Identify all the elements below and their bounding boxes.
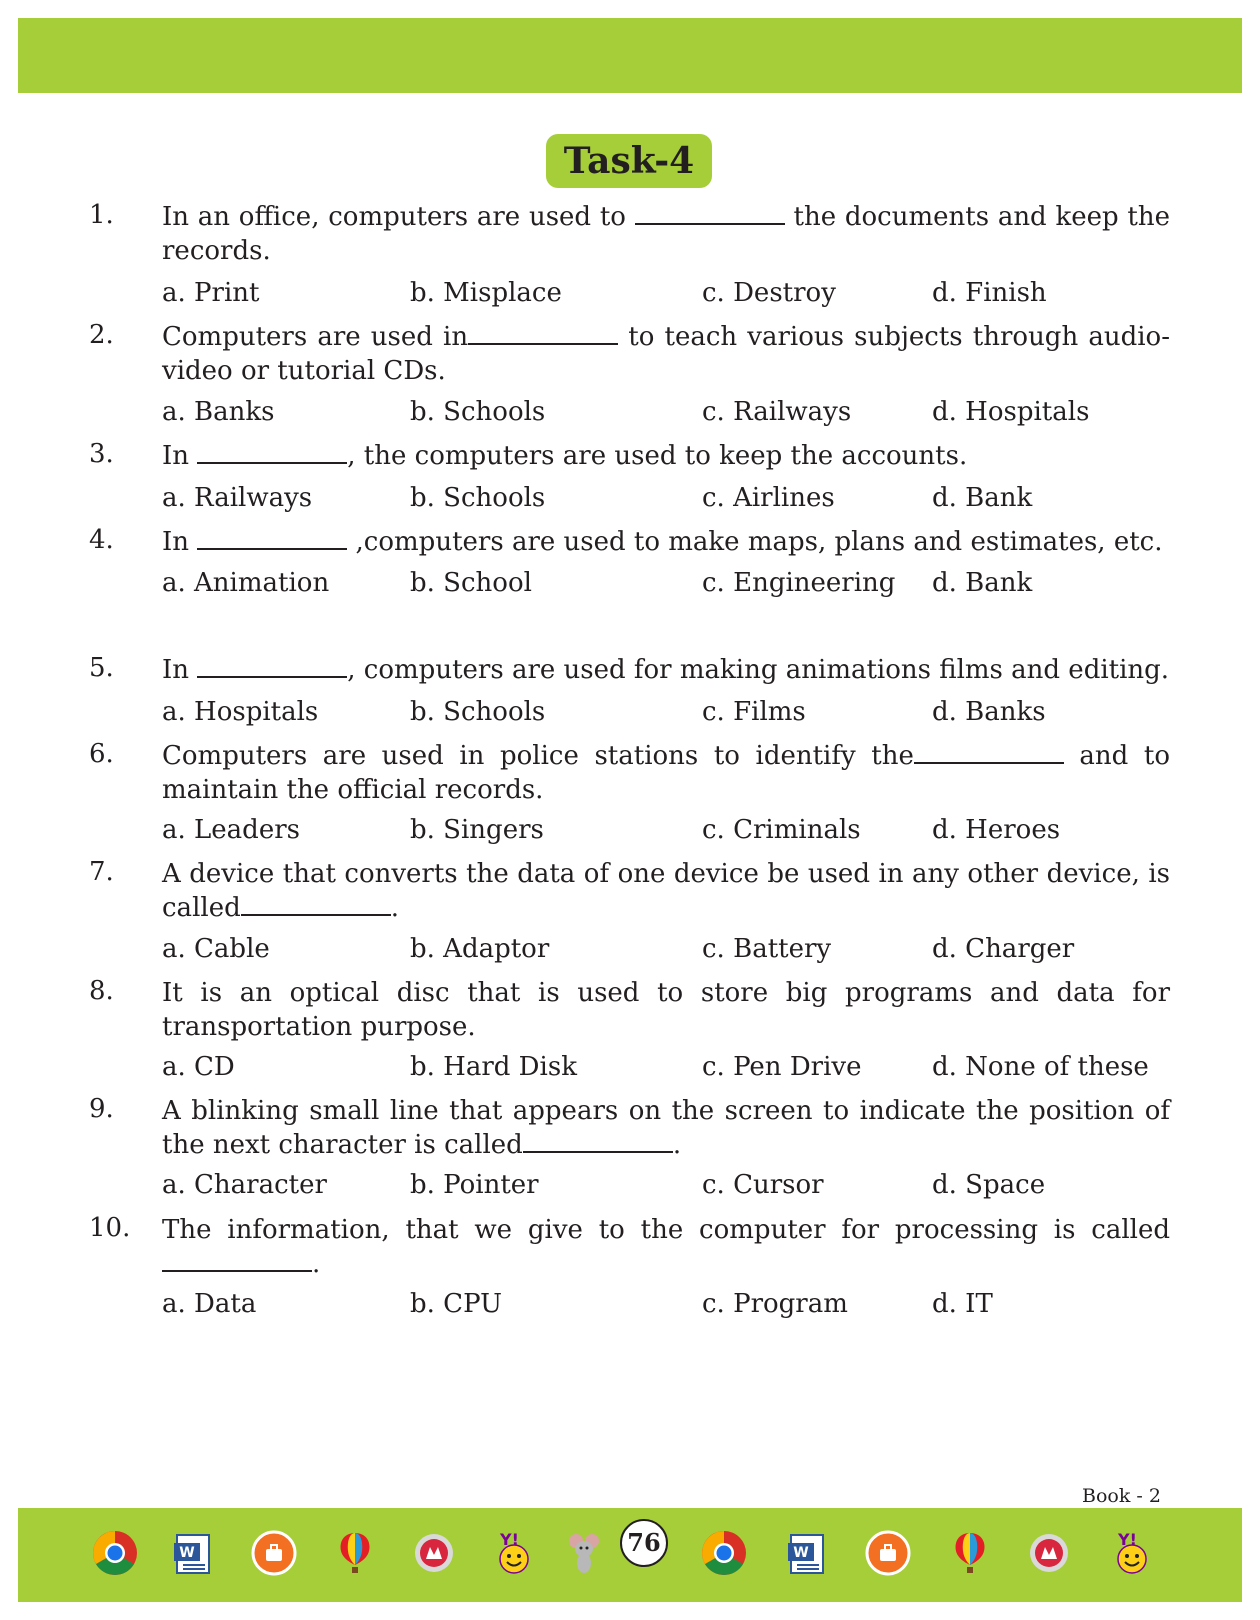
question-number: 2. (89, 320, 114, 350)
option-c: c. Destroy (702, 278, 836, 308)
option-b: b. Schools (410, 483, 546, 513)
mouse-mascot-icon (562, 1529, 610, 1577)
option-c: c. Cursor (702, 1170, 824, 1200)
question-number: 8. (89, 976, 114, 1006)
option-a: a. Animation (162, 568, 330, 598)
option-c: c. Films (702, 697, 806, 727)
antivirus-icon (410, 1529, 458, 1577)
option-a: a. Hospitals (162, 697, 319, 727)
yahoo-messenger-icon (490, 1529, 538, 1577)
option-d: d. Charger (932, 934, 1075, 964)
option-d: d. Hospitals (932, 397, 1090, 427)
question-number: 4. (89, 525, 114, 555)
answer-blank (197, 528, 347, 550)
svg-text:W: W (179, 1545, 195, 1561)
answer-blank (162, 1250, 312, 1272)
balloon-icon (946, 1529, 994, 1577)
option-a: a. Data (162, 1289, 257, 1319)
option-b: b. School (410, 568, 532, 598)
option-c: c. Engineering (702, 568, 896, 598)
question-text: It is an optical disc that is used to store big programs and data for transportation purpose. (162, 978, 1170, 1042)
answer-blank (635, 203, 785, 225)
briefcase-icon (864, 1529, 912, 1577)
question-number: 6. (89, 739, 114, 769)
question-number: 1. (89, 200, 114, 230)
question-number: 5. (89, 653, 114, 683)
page-number: 76 (620, 1519, 668, 1567)
option-b: b. Singers (410, 815, 544, 845)
question-text: Computers are used in police stations to identify the and to maintain the official records. (162, 741, 1170, 805)
question-text: Computers are used in to teach various subjects through audio-video or tutorial CDs. (162, 322, 1170, 386)
book-label: Book - 2 (1082, 1485, 1161, 1507)
option-d: d. Banks (932, 697, 1046, 727)
question-text: In ,computers are used to make maps, plans and estimates, etc. (162, 527, 1163, 557)
question-number: 3. (89, 439, 114, 469)
task-title: Task-4 (546, 134, 712, 188)
question-number: 9. (89, 1094, 114, 1124)
question-text: In , computers are used for making animations films and editing. (162, 655, 1170, 685)
question-text: In , the computers are used to keep the accounts. (162, 441, 968, 471)
option-d: d. IT (932, 1289, 993, 1319)
question-number: 10. (89, 1213, 131, 1243)
answer-blank (468, 323, 618, 345)
option-b: b. Pointer (410, 1170, 539, 1200)
chrome-icon (91, 1529, 139, 1577)
question-text: In an office, computers are used to the documents and keep the records. (162, 202, 1170, 266)
option-b: b. Schools (410, 397, 546, 427)
option-a: a. Character (162, 1170, 327, 1200)
option-c: c. Criminals (702, 815, 861, 845)
svg-text:Y!: Y! (500, 1530, 519, 1549)
option-d: d. Finish (932, 278, 1047, 308)
option-c: c. Airlines (702, 483, 835, 513)
option-b: b. Hard Disk (410, 1052, 577, 1082)
option-a: a. Print (162, 278, 260, 308)
answer-blank (523, 1131, 673, 1153)
question-text: A device that converts the data of one device be used in any other device, is called . (162, 859, 1170, 923)
word-icon (783, 1529, 831, 1577)
briefcase-icon (250, 1529, 298, 1577)
option-d: d. Bank (932, 568, 1033, 598)
option-d: d. Bank (932, 483, 1033, 513)
antivirus-icon (1025, 1529, 1073, 1577)
option-a: a. Leaders (162, 815, 300, 845)
option-b: b. Adaptor (410, 934, 550, 964)
option-c: c. Railways (702, 397, 852, 427)
option-c: c. Program (702, 1289, 848, 1319)
question-text: A blinking small line that appears on the screen to indicate the position of the next character is called . (162, 1096, 1170, 1160)
option-d: d. Space (932, 1170, 1046, 1200)
answer-blank (914, 742, 1064, 764)
svg-text:Y!: Y! (1118, 1530, 1137, 1549)
answer-blank (197, 442, 347, 464)
option-a: a. Cable (162, 934, 270, 964)
option-b: b. Misplace (410, 278, 562, 308)
option-d: d. None of these (932, 1052, 1149, 1082)
yahoo-messenger-icon (1108, 1529, 1156, 1577)
option-c: c. Pen Drive (702, 1052, 862, 1082)
option-b: b. CPU (410, 1289, 503, 1319)
word-icon (169, 1529, 217, 1577)
option-c: c. Battery (702, 934, 832, 964)
balloon-icon (331, 1529, 379, 1577)
answer-blank (241, 894, 391, 916)
option-a: a. Banks (162, 397, 275, 427)
option-d: d. Heroes (932, 815, 1061, 845)
question-number: 7. (89, 857, 114, 887)
question-text: The information, that we give to the computer for processing is called . (162, 1215, 1170, 1279)
option-b: b. Schools (410, 697, 546, 727)
chrome-icon (700, 1529, 748, 1577)
header-band (18, 18, 1242, 93)
option-a: a. CD (162, 1052, 235, 1082)
svg-text:W: W (793, 1545, 809, 1561)
option-a: a. Railways (162, 483, 313, 513)
answer-blank (197, 656, 347, 678)
